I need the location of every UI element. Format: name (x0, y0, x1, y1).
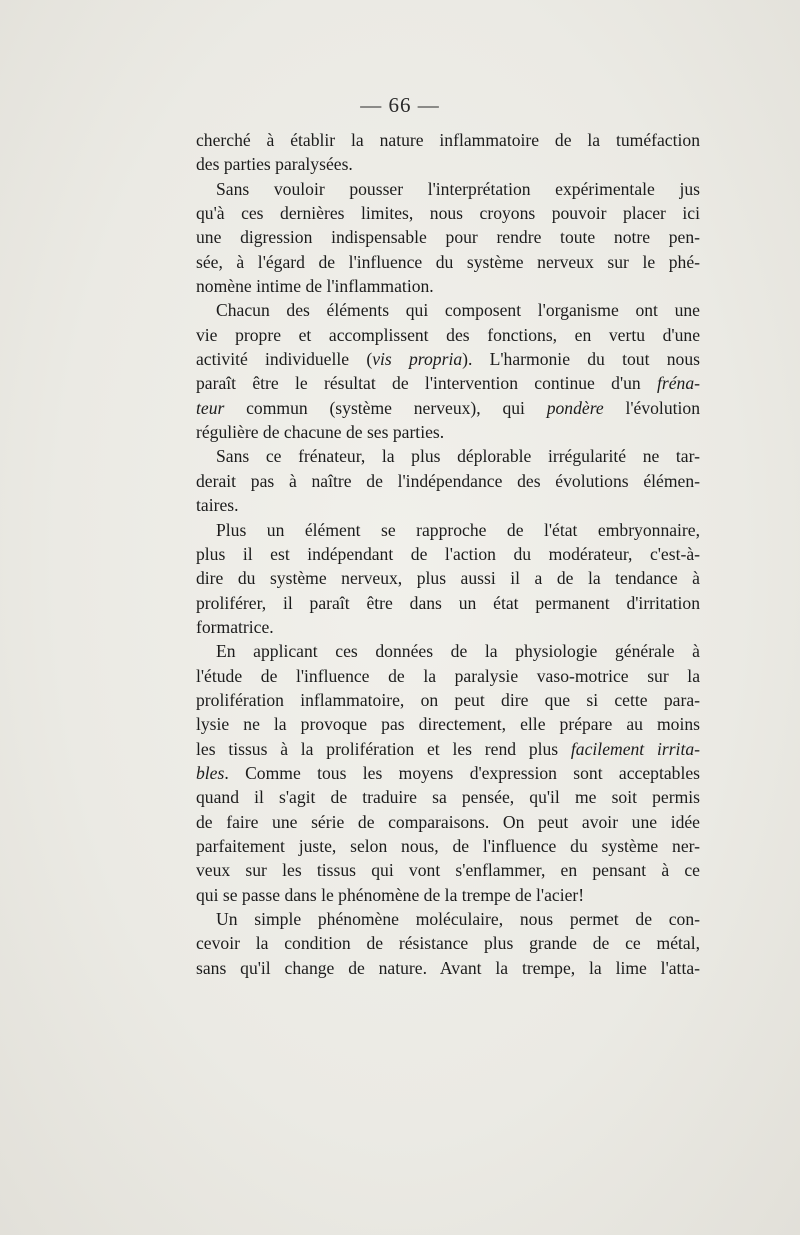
text-line: bles. Comme tous les moyens d'expression sont acceptables (196, 762, 700, 783)
text-line: des parties paralysées. (196, 154, 353, 175)
text-line: taires. (196, 495, 239, 516)
text-line: formatrice. (196, 616, 274, 637)
text-line: Plus un élément se rapproche de l'état embryonnaire, (216, 519, 700, 540)
text-line: quand il s'agit de traduire sa pensée, qu'il me soit permis (196, 787, 700, 808)
text-line: de faire une série de comparaisons. On peut avoir une idée (196, 811, 700, 832)
text-line: Sans vouloir pousser l'interprétation expérimentale jus (216, 178, 700, 199)
text-line: cevoir la condition de résistance plus grande de ce métal, (196, 933, 700, 954)
body-text (196, 128, 700, 980)
text-line: qui se passe dans le phénomène de la trempe de l'acier! (196, 884, 585, 905)
text-line: sée, à l'égard de l'influence du système nerveux sur le phé- (196, 251, 700, 272)
text-line: Sans ce frénateur, la plus déplorable irrégularité ne tar- (216, 446, 700, 467)
text-line: derait pas à naître de l'indépendance des évolutions élémen- (196, 470, 700, 491)
text-line: cherché à établir la nature inflammatoire de la tuméfaction (196, 130, 700, 150)
text-line: régulière de chacune de ses parties. (196, 422, 445, 443)
text-line: paraît être le résultat de l'intervention continue d'un fréna- (196, 373, 700, 394)
text-line: vie propre et accomplissent des fonctions, en vertu d'une (196, 324, 700, 345)
text-line: veux sur les tissus qui vont s'enflammer, en pensant à ce (196, 860, 700, 881)
text-line: une digression indispensable pour rendre toute notre pen- (196, 227, 700, 248)
text-line: teur commun (système nerveux), qui pondère l'évolution (196, 397, 700, 418)
text-line: proliférer, il paraît être dans un état permanent d'irritation (196, 592, 700, 613)
text-line: qu'à ces dernières limites, nous croyons pouvoir placer ici (196, 203, 700, 224)
text-line: En applicant ces données de la physiologie générale à (216, 641, 700, 662)
text-line: sans qu'il change de nature. Avant la trempe, la lime l'atta- (196, 957, 700, 978)
text-line: les tissus à la prolifération et les rend plus facilement irrita- (196, 738, 700, 759)
text-line: nomène intime de l'inflammation. (196, 276, 434, 297)
text-line: Chacun des éléments qui composent l'organisme ont une (216, 300, 700, 321)
text-line: dire du système nerveux, plus aussi il a de la tendance à (196, 568, 700, 589)
text-line: activité individuelle (vis propria). L'harmonie du tout nous (196, 349, 700, 370)
text-line: Un simple phénomène moléculaire, nous permet de con- (216, 909, 700, 929)
text-line: parfaitement juste, selon nous, de l'influence du système ner- (196, 835, 700, 856)
text-line: lysie ne la provoque pas directement, elle prépare au moins (196, 714, 700, 735)
text-line: plus il est indépendant de l'action du modérateur, c'est-à- (196, 543, 700, 564)
text-line: prolifération inflammatoire, on peut dire que si cette para- (196, 689, 700, 710)
text-line: l'étude de l'influence de la paralysie vaso-motrice sur la (196, 665, 700, 686)
page-number: — 66 — (360, 93, 440, 117)
